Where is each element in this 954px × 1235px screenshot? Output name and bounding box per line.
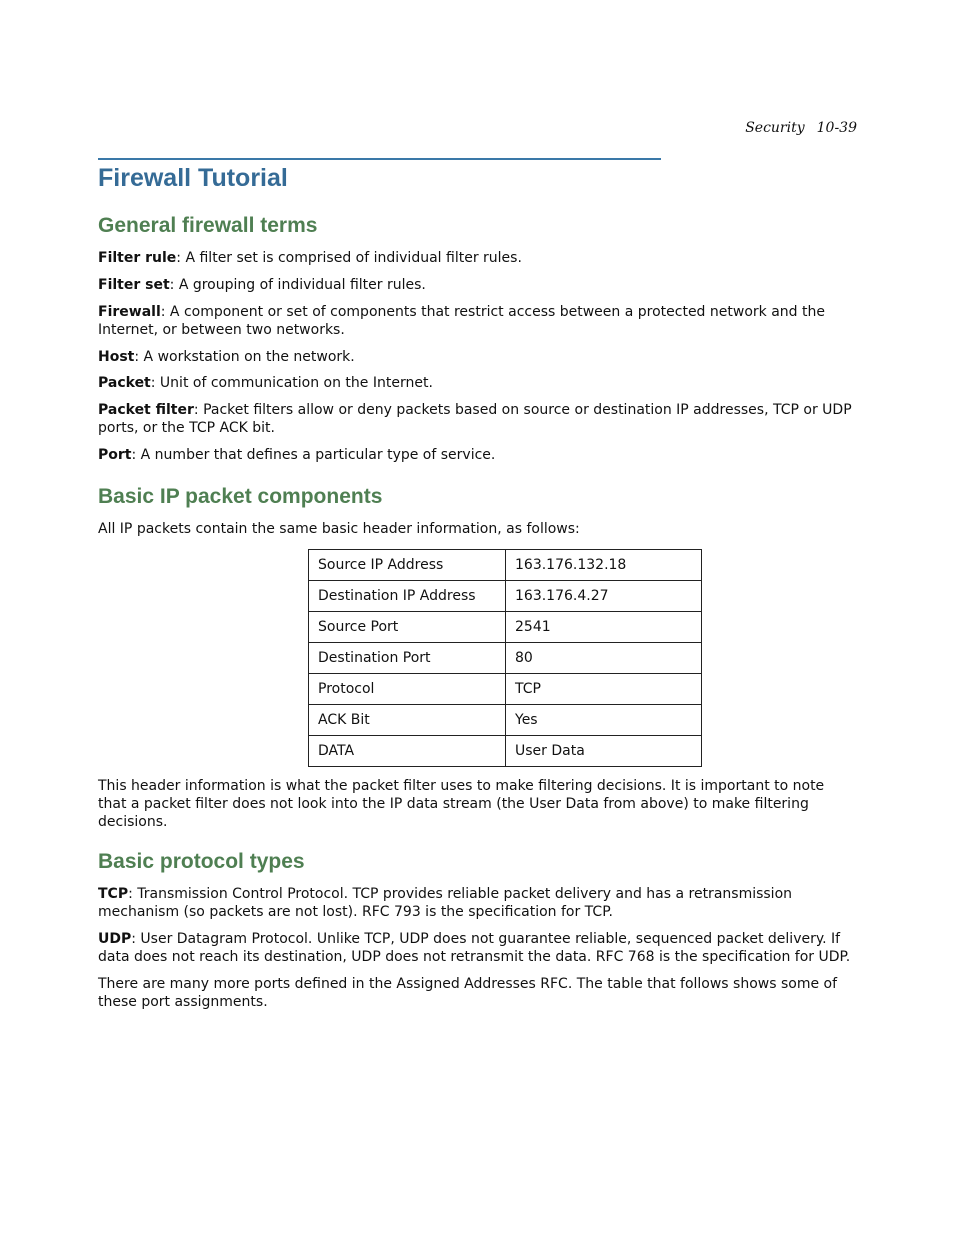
table-row: [309, 612, 702, 643]
packet-header-table: [308, 549, 702, 767]
table-cell-field: Source IP Address: [309, 550, 506, 581]
term-label: Packet filter: [98, 402, 194, 418]
term-definition: : Transmission Control Protocol. TCP provides reliable packet delivery and has a retransmission mechanism (so packets are not lost). RFC 793 is the specification for TCP.: [98, 886, 793, 920]
term-filter-rule: [98, 249, 856, 267]
table-cell-field: Destination Port: [309, 643, 506, 674]
term-label: Host: [98, 349, 135, 365]
term-definition: : A workstation on the network.: [134, 349, 355, 365]
table-cell-value: TCP: [506, 674, 702, 705]
term-definition: : A number that defines a particular type of service.: [131, 447, 496, 463]
running-header-page-number: 10-39: [816, 120, 857, 136]
term-label: Firewall: [98, 304, 161, 320]
table-cell-field: Protocol: [309, 674, 506, 705]
section-heading-packet-components: Basic IP packet components: [98, 485, 383, 508]
table-cell-value: Yes: [506, 705, 702, 736]
term-definition: : A component or set of components that restrict access between a protected network and the Internet, or between two networks.: [98, 304, 825, 338]
protocol-tcp: [98, 885, 856, 921]
table-cell-field: Source Port: [309, 612, 506, 643]
term-filter-set: [98, 276, 856, 294]
term-label: TCP: [98, 886, 129, 902]
term-label: Filter set: [98, 277, 170, 293]
packet-filter-note: This header information is what the packet filter uses to make filtering decisions. It is important to note that a packet filter does not look into the IP data stream (the User Data from above) to make filtering decisions.: [98, 778, 825, 830]
term-definition: : A filter set is comprised of individual filter rules.: [176, 250, 522, 266]
term-port: [98, 446, 856, 464]
table-cell-value: 2541: [506, 612, 702, 643]
title-rule: [98, 158, 661, 160]
closing-paragraph: There are many more ports defined in the Assigned Addresses RFC. The table that follows shows some of these port assignments.: [98, 976, 838, 1010]
packet-intro: All IP packets contain the same basic header information, as follows:: [98, 521, 580, 537]
term-label: Filter rule: [98, 250, 177, 266]
table-row: [309, 643, 702, 674]
table-cell-value: 163.176.4.27: [506, 581, 702, 612]
term-firewall: [98, 303, 856, 339]
table-cell-value: 163.176.132.18: [506, 550, 702, 581]
protocol-udp: [98, 930, 856, 966]
table-row: [309, 674, 702, 705]
page-content: [98, 162, 856, 1011]
table-cell-value: User Data: [506, 736, 702, 767]
table-row: [309, 581, 702, 612]
term-label: Packet: [98, 375, 151, 391]
table-cell-value: 80: [506, 643, 702, 674]
table-row: [309, 705, 702, 736]
section-heading-general-terms: General firewall terms: [98, 214, 318, 237]
table-cell-field: Destination IP Address: [309, 581, 506, 612]
term-label: Port: [98, 447, 132, 463]
term-packet: [98, 374, 856, 392]
table-row: [309, 550, 702, 581]
term-definition: : Packet filters allow or deny packets based on source or destination IP addresses, TCP or UDP ports, or the TCP ACK bit.: [98, 402, 852, 436]
term-definition: : User Datagram Protocol. Unlike TCP, UDP does not guarantee reliable, sequenced packet delivery. If data does not reach its destination, UDP does not retransmit the data. RFC 768 is the specification for UDP.: [98, 931, 851, 965]
table-cell-field: ACK Bit: [309, 705, 506, 736]
running-header: [745, 120, 857, 136]
table-cell-field: DATA: [309, 736, 506, 767]
running-header-section: Security: [745, 120, 805, 136]
section-heading-protocol-types: Basic protocol types: [98, 850, 305, 873]
term-definition: : Unit of communication on the Internet.: [150, 375, 433, 391]
term-label: UDP: [98, 931, 132, 947]
term-packet-filter: [98, 401, 856, 437]
table-row: [309, 736, 702, 767]
term-definition: : A grouping of individual filter rules.: [169, 277, 426, 293]
page-title: Firewall Tutorial: [98, 164, 288, 192]
term-host: [98, 348, 856, 366]
